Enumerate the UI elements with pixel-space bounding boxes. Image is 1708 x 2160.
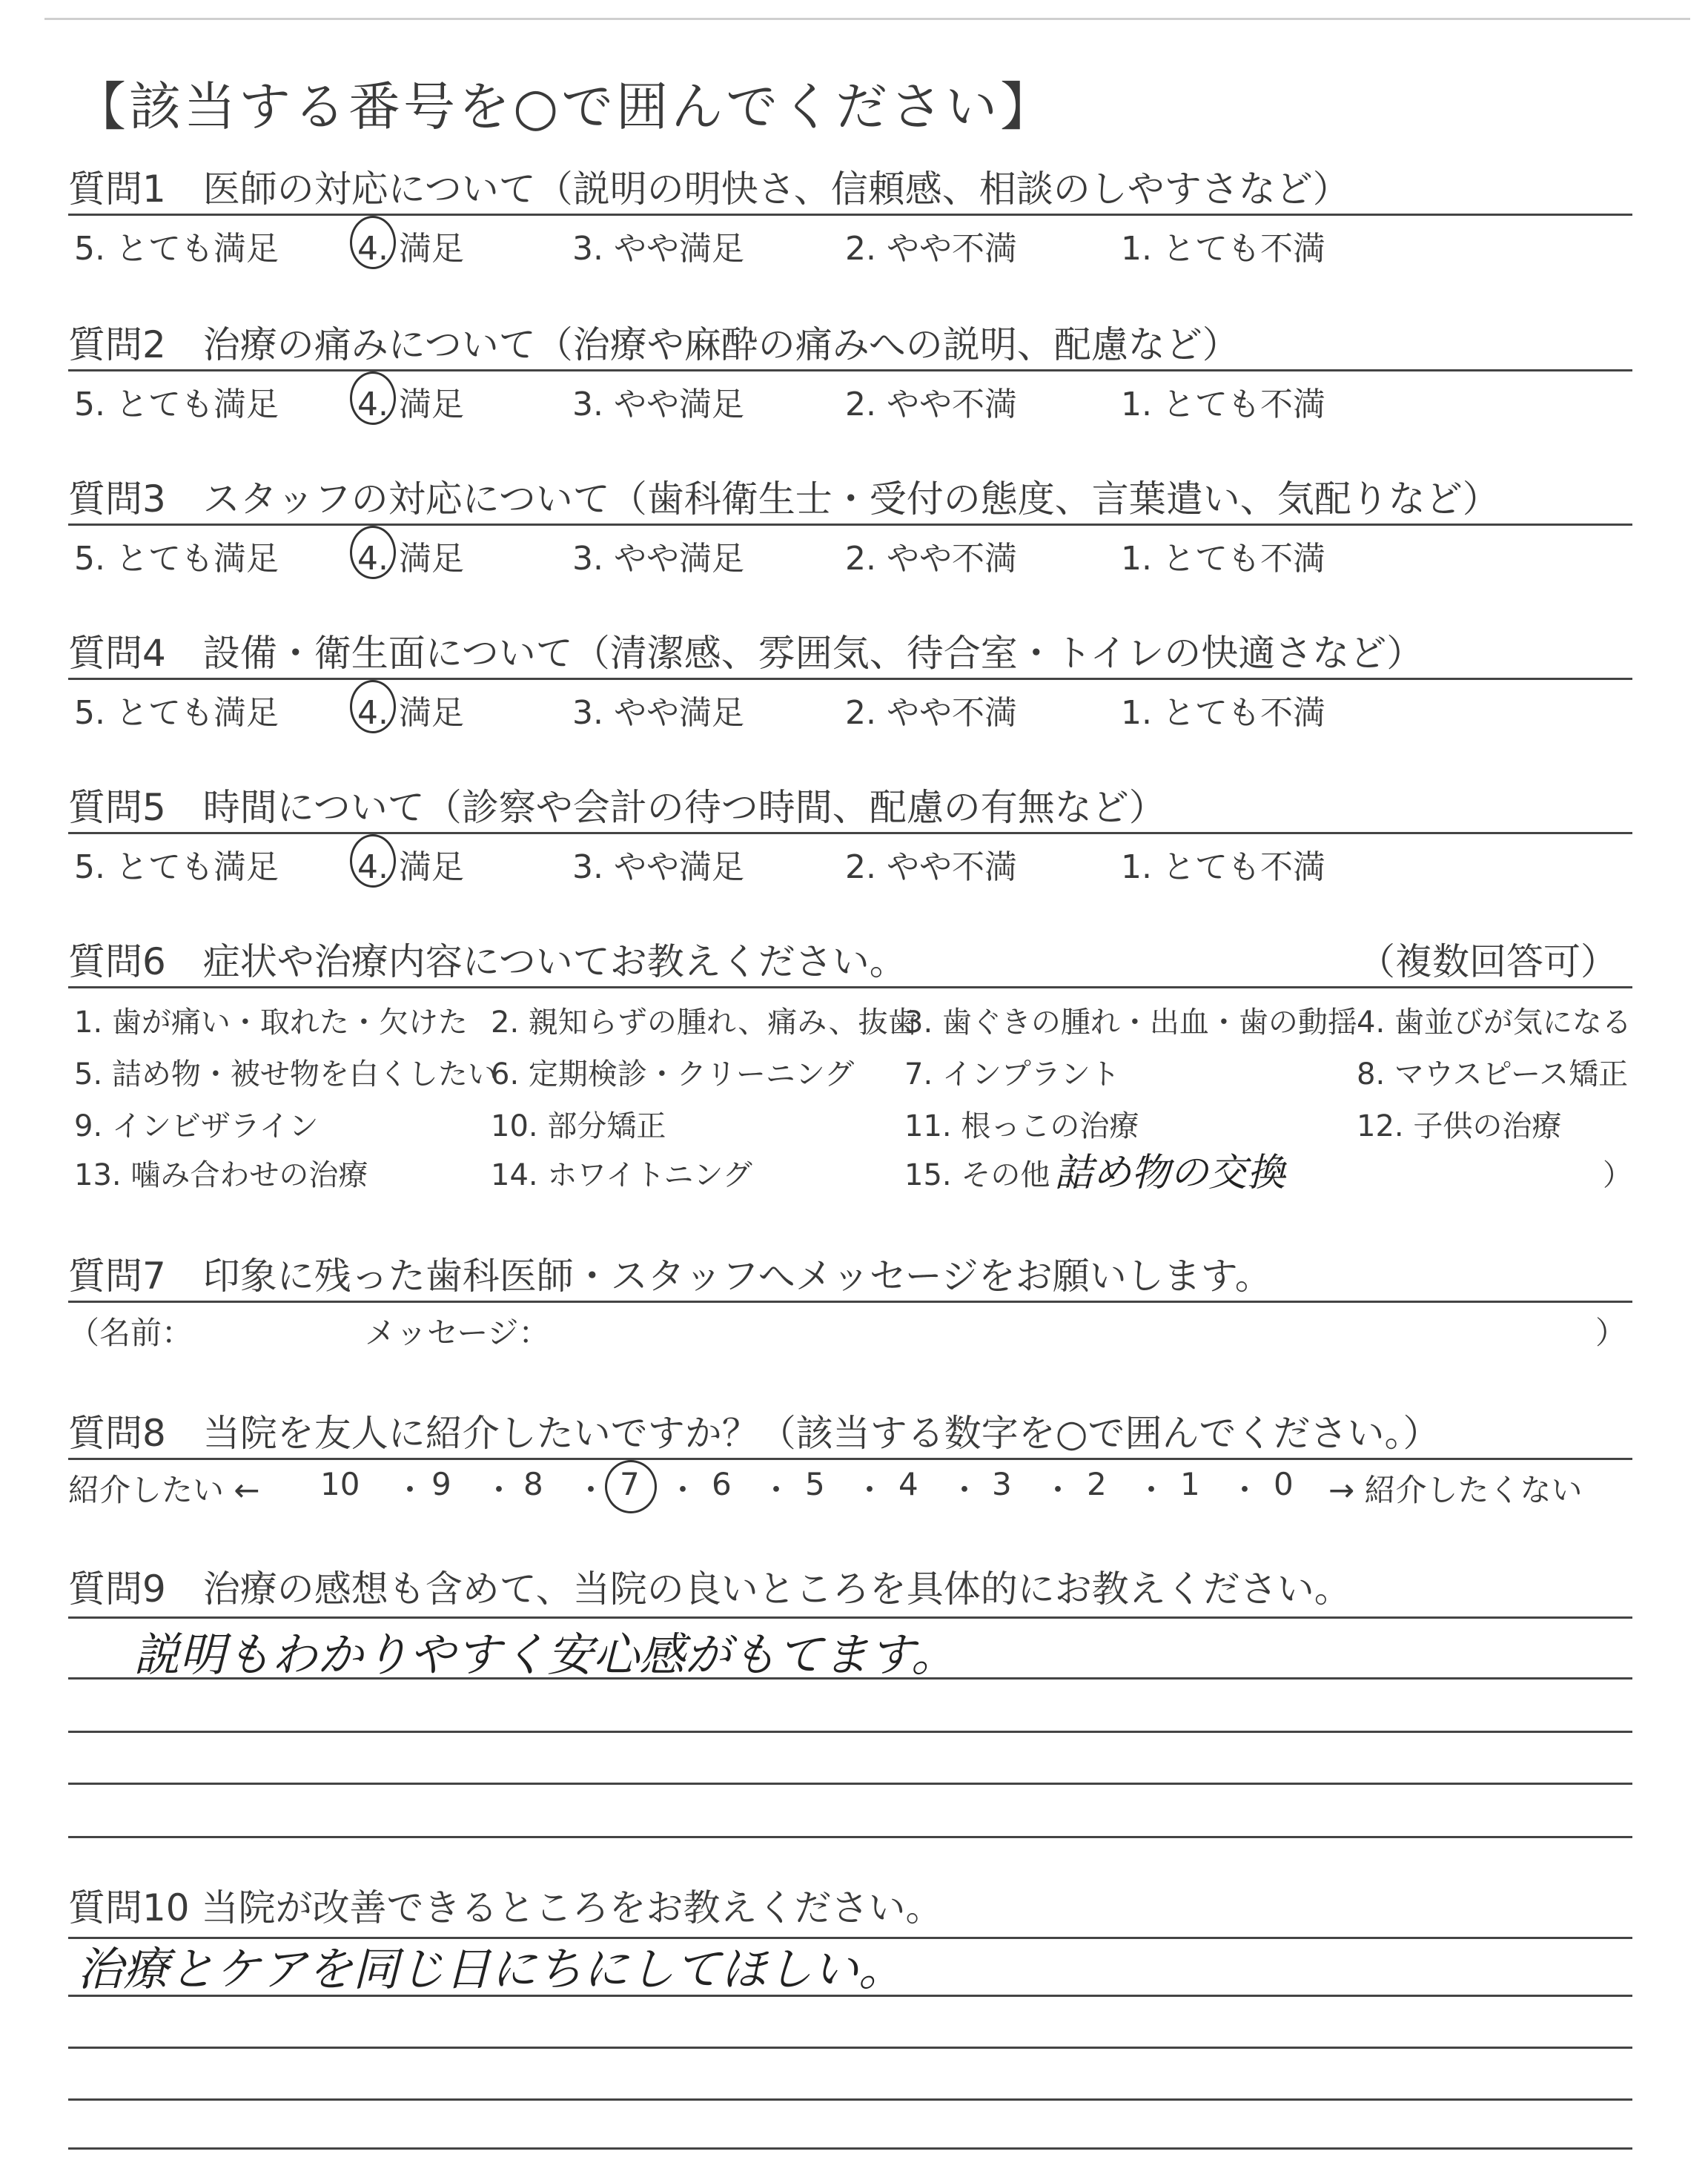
question-title: 質問1 医師の対応について（説明の明快さ、信頼感、相談のしやすさなど） (68, 168, 1350, 211)
question-title: 質問10 当院が改善できるところをお教えください。 (68, 1886, 943, 1929)
option-4[interactable]: 4. 満足 (357, 694, 464, 732)
symptom-option[interactable]: 2. 親知らずの腫れ、痛み、抜歯 (491, 1005, 918, 1040)
close-paren: ） (1595, 1315, 1627, 1351)
question-title: 質問8 当院を友人に紹介したいですか？（該当する数字を○で囲んでください。） (68, 1412, 1440, 1455)
scale-value-9[interactable]: 9 (431, 1466, 451, 1502)
option-3[interactable]: 3. やや満足 (572, 848, 744, 886)
question-title: 質問2 治療の痛みについて（治療や麻酔の痛みへの説明、配慮など） (68, 323, 1239, 366)
option-4[interactable]: 4. 満足 (357, 386, 464, 423)
multiple-answer-note: （複数回答可） (1358, 940, 1618, 983)
question-10 (68, 1883, 1632, 1932)
option-4[interactable]: 4. 満足 (357, 540, 464, 578)
question-title-text: 質問6 症状や治療内容についてお教えください。 (68, 940, 907, 983)
scale-value-8[interactable]: 8 (523, 1466, 543, 1502)
symptom-option[interactable]: 1. 歯が痛い・取れた・欠けた (74, 1005, 468, 1040)
option-2[interactable]: 2. やや不満 (845, 386, 1017, 423)
question-6 (68, 937, 1632, 1196)
option-4[interactable]: 4. 満足 (357, 230, 464, 268)
scale-dot: ・ (1042, 1472, 1074, 1508)
option-5[interactable]: 5. とても満足 (74, 540, 279, 578)
question-3 (68, 475, 1632, 578)
question-8 (68, 1409, 1632, 1512)
symptom-option[interactable]: 5. 詰め物・被せ物を白くしたい (74, 1057, 497, 1091)
answer-line (68, 2098, 1632, 2101)
answer-line (68, 1731, 1632, 1733)
scale-value-3[interactable]: 3 (992, 1466, 1012, 1502)
scale-value-4[interactable]: 4 (898, 1466, 918, 1502)
question-2 (68, 320, 1632, 423)
option-2[interactable]: 2. やや不満 (845, 694, 1017, 732)
option-1[interactable]: 1. とても不満 (1121, 694, 1325, 732)
question-7 (68, 1252, 1632, 1355)
scale-dot: ・ (761, 1472, 792, 1508)
scale-dot: ・ (854, 1472, 886, 1508)
option-3[interactable]: 3. やや満足 (572, 540, 744, 578)
option-3[interactable]: 3. やや満足 (572, 386, 744, 423)
rating-options (68, 834, 1632, 886)
q9-answer-handwriting: 説明もわかりやすく安心感がもてます。 (133, 1628, 958, 1682)
symptom-option[interactable]: 6. 定期検診・クリーニング (491, 1057, 855, 1091)
scale-dot: ・ (1229, 1472, 1261, 1508)
selection-circle (350, 834, 396, 888)
top-border (44, 18, 1690, 20)
question-9 (68, 1565, 1632, 1614)
form-header: 【該当する番号を○で囲んでください】 (74, 76, 1056, 137)
symptom-option[interactable]: 13. 噛み合わせの治療 (74, 1158, 368, 1192)
option-1[interactable]: 1. とても不満 (1121, 230, 1325, 268)
question-5 (68, 783, 1632, 886)
scale-dot: ・ (667, 1472, 699, 1508)
rating-options (68, 526, 1632, 578)
scale-dot: ・ (575, 1472, 607, 1508)
scale-right-label: → 紹介したくない (1328, 1472, 1583, 1508)
rating-options (68, 371, 1632, 423)
name-label: （名前： (68, 1315, 193, 1351)
selection-circle (350, 216, 396, 269)
selection-circle (605, 1460, 657, 1513)
scale-value-10[interactable]: 10 (320, 1466, 360, 1502)
option-5[interactable]: 5. とても満足 (74, 848, 279, 886)
option-1[interactable]: 1. とても不満 (1121, 386, 1325, 423)
selection-circle (350, 680, 396, 733)
question-title: 質問7 印象に残った歯科医師・スタッフへメッセージをお願いします。 (68, 1255, 1272, 1298)
scale-value-7[interactable]: 7 (620, 1466, 640, 1502)
other-answer-handwriting: 詰め物の交換 (1054, 1151, 1286, 1195)
symptom-option[interactable]: 10. 部分矯正 (491, 1109, 666, 1143)
symptom-options (68, 988, 1632, 1196)
scale-left-label: 紹介したい ← (68, 1472, 260, 1508)
scale-dot: ・ (1136, 1472, 1168, 1508)
scale-value-1[interactable]: 1 (1180, 1466, 1200, 1502)
option-3[interactable]: 3. やや満足 (572, 694, 744, 732)
answer-line (68, 1783, 1632, 1785)
symptom-option-other[interactable]: 15. その他（ (904, 1158, 1080, 1192)
symptom-option[interactable]: 11. 根っこの治療 (904, 1109, 1139, 1143)
symptom-option[interactable]: 14. ホワイトニング (491, 1158, 752, 1192)
scale-dot: ・ (394, 1472, 426, 1508)
option-2[interactable]: 2. やや不満 (845, 230, 1017, 268)
option-4[interactable]: 4. 満足 (357, 848, 464, 886)
q10-answer-handwriting: 治療とケアを同じ日にちにしてほしい。 (77, 1942, 905, 1996)
option-5[interactable]: 5. とても満足 (74, 230, 279, 268)
question-title: 質問5 時間について（診察や会計の待つ時間、配慮の有無など） (68, 786, 1166, 829)
symptom-option[interactable]: 7. インプラント (904, 1057, 1120, 1091)
option-5[interactable]: 5. とても満足 (74, 386, 279, 423)
option-2[interactable]: 2. やや不満 (845, 540, 1017, 578)
message-field[interactable] (68, 1303, 1632, 1355)
answer-line (68, 1836, 1632, 1838)
question-title: 質問9 治療の感想も含めて、当院の良いところを具体的にお教えください。 (68, 1568, 1351, 1611)
symptom-option[interactable]: 3. 歯ぐきの腫れ・出血・歯の動揺 (904, 1005, 1357, 1040)
option-1[interactable]: 1. とても不満 (1121, 540, 1325, 578)
question-title: 質問4 設備・衛生面について（清潔感、雰囲気、待合室・トイレの快適さなど） (68, 632, 1424, 675)
message-label: メッセージ： (365, 1315, 550, 1351)
scale-dot: ・ (949, 1472, 981, 1508)
answer-line (68, 2147, 1632, 2150)
rating-options (68, 680, 1632, 732)
rating-options (68, 216, 1632, 268)
symptom-option[interactable]: 12. 子供の治療 (1357, 1109, 1562, 1143)
scale-value-2[interactable]: 2 (1087, 1466, 1107, 1502)
option-2[interactable]: 2. やや不満 (845, 848, 1017, 886)
scale-dot: ・ (483, 1472, 515, 1508)
question-1 (68, 165, 1632, 268)
scale-value-6[interactable]: 6 (712, 1466, 732, 1502)
answer-line (68, 1995, 1632, 1997)
other-close-paren: ） (1603, 1158, 1632, 1192)
scale-value-5[interactable]: 5 (805, 1466, 825, 1502)
question-4 (68, 629, 1632, 732)
option-1[interactable]: 1. とても不満 (1121, 848, 1325, 886)
answer-line (68, 1677, 1632, 1680)
question-title: 質問3 スタッフの対応について（歯科衛生士・受付の態度、言葉遣い、気配りなど） (68, 478, 1500, 521)
symptom-option[interactable]: 9. インビザライン (74, 1109, 319, 1143)
option-3[interactable]: 3. やや満足 (572, 230, 744, 268)
symptom-option[interactable]: 4. 歯並びが気になる (1357, 1005, 1632, 1040)
selection-circle (350, 526, 396, 579)
scale-value-0[interactable]: 0 (1274, 1466, 1294, 1502)
recommend-scale (68, 1460, 1632, 1512)
option-5[interactable]: 5. とても満足 (74, 694, 279, 732)
selection-circle (350, 371, 396, 425)
answer-line (68, 2047, 1632, 2049)
symptom-option[interactable]: 8. マウスピース矯正 (1357, 1057, 1629, 1091)
question-title (68, 937, 1632, 986)
